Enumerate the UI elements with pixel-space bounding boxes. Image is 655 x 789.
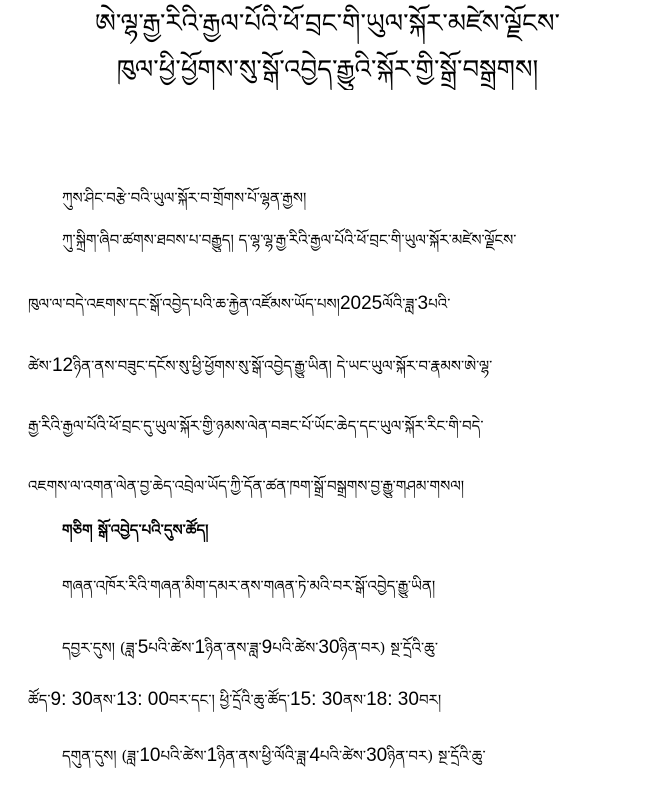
section-1-line-1 [0, 574, 655, 598]
date-number: 30 [366, 745, 388, 766]
time-value: 9: 30 [50, 689, 93, 710]
paragraph-text: བར་དང་། ཕྱི་དྲོའི་ཆུ་ཚོད་ [168, 691, 290, 709]
paragraph-text: ནས་ [342, 691, 367, 709]
paragraph-text: འཇགས་ལ་འགན་ལེན་བྱ་ཆེད་འབྲེལ་ཡོད་ཀྱི་དོན་ཚན་ཁག་སྒྲོ་བསྒྲགས་བྱ་རྒྱུ་གཤམ་གསལ། [28, 477, 465, 495]
summer-label: དབྱར་དུས། [62, 639, 115, 657]
paragraph-text: ཁུལ་ལ་བདེ་འཇགས་དང་སྒོ་འབྱེད་པའི་ཆ་རྐྱེན་འཛོམས་ཡོད་པས། [28, 295, 340, 313]
paragraph-text: གཞན་འཁོར་རིའི་གཞན་མིག་དམར་ནས་གཞན་ཏེ་མའི་བར་སྒོ་འབྱེད་རྒྱུ་ཡིན། [62, 577, 436, 595]
date-range-text: པའི་ཚེས་ [272, 639, 319, 657]
date-range-text: པའི་ཚེས་ [148, 639, 195, 657]
summer-hours-line-1 [0, 636, 655, 660]
paragraph-text: ལོའི་ཟླ་ [382, 295, 418, 313]
date-range-text: (ཟླ་ [121, 747, 140, 765]
date-number: 9 [261, 637, 273, 658]
date-range-text: ཉིན་ནས་ཟླ་ [205, 639, 262, 657]
day-value: 12 [51, 355, 74, 376]
paragraph-1-line-2 [0, 292, 655, 316]
winter-label: དགུན་དུས། [62, 747, 117, 765]
date-range-text: ཉིན་ནས་ཕྱི་ལོའི་ཟླ་ [217, 747, 310, 765]
document-title-line-1: ཨེ་ལྷ་རྒྱ་རིའི་རྒྱལ་པོའི་ཕོ་བྲང་གི་ཡུལ་སྐོར་མཛེས་ལྗོངས་ [95, 9, 560, 39]
time-value: 13: 00 [116, 689, 169, 710]
date-number: 4 [309, 745, 320, 766]
section-heading-text: གཅིག སྒོ་འབྱེད་པའི་དུས་ཚོད། [62, 521, 209, 539]
date-number: 10 [139, 745, 161, 766]
morning-label: སྔ་དྲོའི་ཆུ་ [438, 747, 486, 765]
time-value: 18: 30 [366, 689, 419, 710]
salutation-text: ཀུས་ཤིང་བརྩེ་བའི་ཡུལ་སྐོར་བ་གྲོགས་པོ་ལྷན་རྒྱས། [62, 189, 307, 207]
paragraph-1-line-4 [0, 414, 655, 438]
date-range-text: ཉིན་བར) [339, 639, 386, 657]
paragraph-text: ཉིན་ནས་བཟུང་དངོས་སུ་ཕྱི་ཕྱོགས་སུ་སྒོ་འབྱེད་རྒྱུ་ཡིན། དེ་ཡང་ཡུལ་སྐོར་བ་རྣམས་ཨེ་ལྷ་ [73, 357, 493, 375]
paragraph-1-line-3 [0, 354, 655, 378]
date-range-text: པའི་ཚེས་ [160, 747, 207, 765]
summer-hours-line-2 [0, 688, 655, 712]
date-number: 1 [194, 637, 206, 658]
paragraph-text: པའི་ [428, 295, 451, 313]
paragraph-1-line-5 [0, 474, 655, 498]
date-range-text: (ཟླ་ [119, 639, 138, 657]
document-title-line-2: ཁུལ་ཕྱི་ཕྱོགས་སུ་སྒོ་འབྱེད་རྒྱུའི་སྐོར་གྱི་སྒྲོ་བསྒྲགས། [116, 55, 539, 85]
paragraph-text: ཀུ་སྐྲིག་ཞིབ་ཚགས་ཐབས་པ་བརྒྱུད། ད་ལྷ་ལྷ་རྒྱ་རིའི་རྒྱལ་པོའི་ཕོ་བྲང་གི་ཡུལ་སྐོར་མཛེས་ལྗོངས་ [62, 231, 517, 249]
paragraph-text: རྒྱ་རིའི་རྒྱལ་པོའི་ཕོ་བྲང་དུ་ཡུལ་སྐོར་གྱི་ཉམས་ལེན་བཟང་པོ་ཡོང་ཆེད་དང་ཡུལ་སྐོར་རིང་གི་བདེ་ [28, 417, 484, 435]
year-value: 2025 [339, 293, 383, 314]
date-range-text: ཉིན་བར) [387, 747, 434, 765]
date-number: 5 [137, 637, 149, 658]
winter-hours-line-1 [0, 744, 655, 768]
date-number: 30 [318, 637, 340, 658]
paragraph-1-line-1 [0, 228, 655, 252]
paragraph-text: བར། [418, 691, 442, 709]
date-number: 1 [206, 745, 218, 766]
month-value: 3 [417, 293, 429, 314]
paragraph-text: ནས་ [92, 691, 117, 709]
time-value: 15: 30 [290, 689, 343, 710]
date-range-text: པའི་ཚེས་ [319, 747, 367, 765]
salutation [0, 186, 655, 210]
paragraph-text: ཚོད་ [28, 691, 51, 709]
morning-label: སྔ་དྲོའི་ཆུ་ [390, 639, 438, 657]
paragraph-text: ཚེས་ [28, 357, 52, 375]
section-heading [0, 518, 655, 542]
